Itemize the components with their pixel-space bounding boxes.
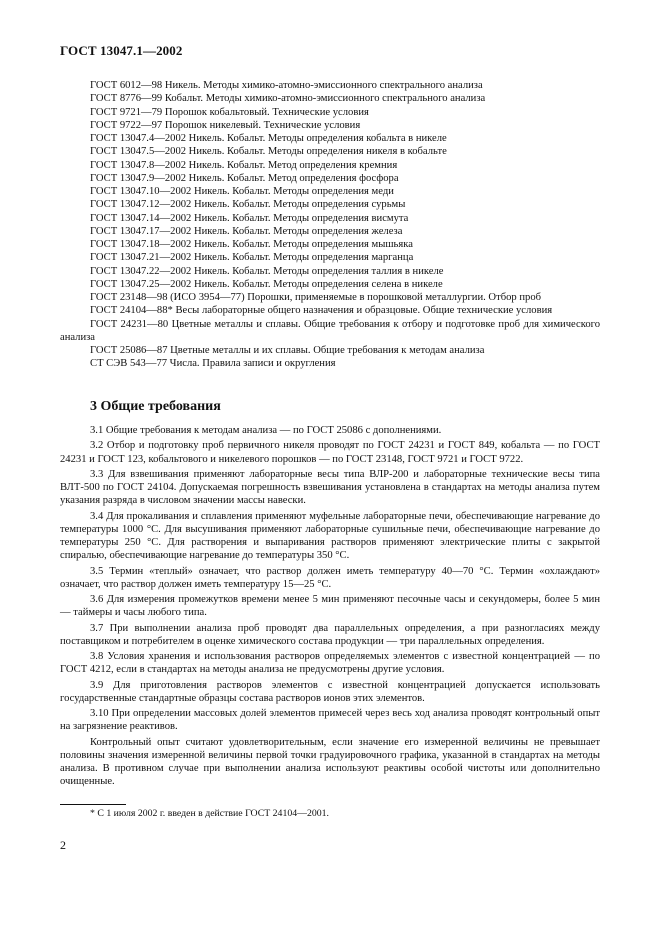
reference-item: ГОСТ 13047.8—2002 Никель. Кобальт. Метод определения кремния [90, 159, 398, 171]
footnote-divider [60, 804, 126, 805]
paragraph: 3.9 Для приготовления растворов элементов с известной концентрацией допускается использовать государственные стандартные образцы состава растворов ионов этих элементов. [60, 679, 600, 704]
reference-item: ГОСТ 13047.9—2002 Никель. Кобальт. Метод определения фосфора [90, 172, 399, 184]
paragraph: 3.6 Для измерения промежутков времени менее 5 мин применяют песочные часы и секундомеры, более 5 мин — таймеры и часы любого типа. [60, 594, 600, 619]
paragraph: 3.2 Отбор и подготовку проб первичного никеля проводят по ГОСТ 24231 и ГОСТ 849, кобальта — по ГОСТ 24231 и ГОСТ 123, кобальтового и никелевого порошков — по ГОСТ 23148, ГОСТ 9721 и ГОСТ 9722. [60, 440, 600, 465]
document-header: ГОСТ 13047.1—2002 [60, 43, 183, 58]
reference-item: ГОСТ 9721—79 Порошок кобальтовый. Технические условия [90, 106, 369, 118]
paragraph: 3.3 Для взвешивания применяют лабораторные весы типа ВЛР-200 и лабораторные технические весы типа ВЛТ-500 по ГОСТ 24104. Допускаемая погрешность взвешивания установлена в стандартах на методы анализа путем указания разряда в числовом значении массы навески. [60, 468, 600, 507]
paragraph: 3.10 При определении массовых долей элементов примесей через весь ход анализа проводят контрольный опыт на загрязнение реактивов. [60, 708, 600, 733]
reference-item: ГОСТ 23148—98 (ИСО 3954—77) Порошки, применяемые в порошковой металлургии. Отбор проб [90, 292, 541, 303]
reference-item: ГОСТ 9722—97 Порошок никелевый. Технические условия [90, 119, 361, 131]
paragraph: 3.1 Общие требования к методам анализа — по ГОСТ 25086 с дополнениями. [90, 425, 442, 436]
reference-item: ГОСТ 25086—87 Цветные металлы и их сплавы. Общие требования к методам анализа [90, 345, 485, 356]
normative-references-list [60, 79, 600, 371]
reference-item: ГОСТ 13047.21—2002 Никель. Кобальт. Методы определения марганца [90, 252, 414, 264]
section-heading: 3 Общие требования [90, 399, 221, 414]
section-body [60, 424, 600, 791]
paragraph: 3.5 Термин «теплый» означает, что раствор должен иметь температуру 40—70 °С. Термин «охлаждают» означает, что раствор должен иметь температуру 15—25 °С. [60, 565, 600, 590]
reference-item: ГОСТ 13047.4—2002 Никель. Кобальт. Методы определения кобальта в никеле [90, 133, 447, 144]
reference-item: ГОСТ 13047.25—2002 Никель. Кобальт. Методы определения селена в никеле [90, 278, 443, 290]
reference-item: ГОСТ 13047.10—2002 Никель. Кобальт. Методы определения меди [90, 186, 394, 197]
paragraph: Контрольный опыт считают удовлетворительным, если значение его измеренной величины не превышает половины значения измеренной величины первой точки градуировочного графика, указанной в стандартах на методы анализа. В противном случае при выполнении анализа используют реактивы особой чистоты или дополнительно очищенные. [60, 736, 600, 788]
paragraph: 3.8 Условия хранения и использования растворов определяемых элементов с известной концентрацией — по ГОСТ 4212, если в стандартах на методы анализа не предусмотрены другие условия. [60, 651, 600, 676]
reference-item: ГОСТ 24231—80 Цветные металлы и сплавы. Общие требования к отбору и подготовке проб для химического анализа [60, 318, 600, 343]
reference-item: СТ СЭВ 543—77 Числа. Правила записи и округления [90, 358, 336, 370]
footnote: * С 1 июля 2002 г. введен в действие ГОСТ 24104—2001. [90, 808, 329, 819]
page-number: 2 [60, 838, 66, 852]
reference-item: ГОСТ 24104—88* Весы лабораторные общего назначения и образцовые. Общие технические условия [90, 305, 553, 317]
paragraph: 3.7 При выполнении анализа проб проводят два параллельных определения, а при разногласиях между поставщиком и потребителем в оценке химического состава продукции — три параллельных определения. [60, 622, 600, 647]
reference-item: ГОСТ 13047.5—2002 Никель. Кобальт. Методы определения никеля в кобальте [90, 146, 447, 158]
reference-item: ГОСТ 8776—99 Кобальт. Методы химико-атомно-эмиссионного спектрального анализа [90, 93, 486, 105]
reference-item: ГОСТ 13047.12—2002 Никель. Кобальт. Методы определения сурьмы [90, 199, 406, 211]
reference-item: ГОСТ 13047.17—2002 Никель. Кобальт. Методы определения железа [90, 225, 403, 237]
reference-item: ГОСТ 13047.18—2002 Никель. Кобальт. Методы определения мышьяка [90, 239, 413, 250]
reference-item: ГОСТ 13047.22—2002 Никель. Кобальт. Методы определения таллия в никеле [90, 265, 444, 277]
reference-item: ГОСТ 6012—98 Никель. Методы химико-атомно-эмиссионного спектрального анализа [90, 80, 483, 91]
reference-item: ГОСТ 13047.14—2002 Никель. Кобальт. Методы определения висмута [90, 212, 409, 224]
paragraph: 3.4 Для прокаливания и сплавления применяют муфельные лабораторные печи, обеспечивающие нагревание до температуры 1000 °С. Для высушивания применяют лабораторные сушильные печи, обеспечивающие нагревание до температуры 250 °С. Для растворения и выпаривания растворов применяют электрические плиты с закрытой спиралью, обеспечивающие нагревание до температуры 350 °С. [60, 510, 600, 562]
